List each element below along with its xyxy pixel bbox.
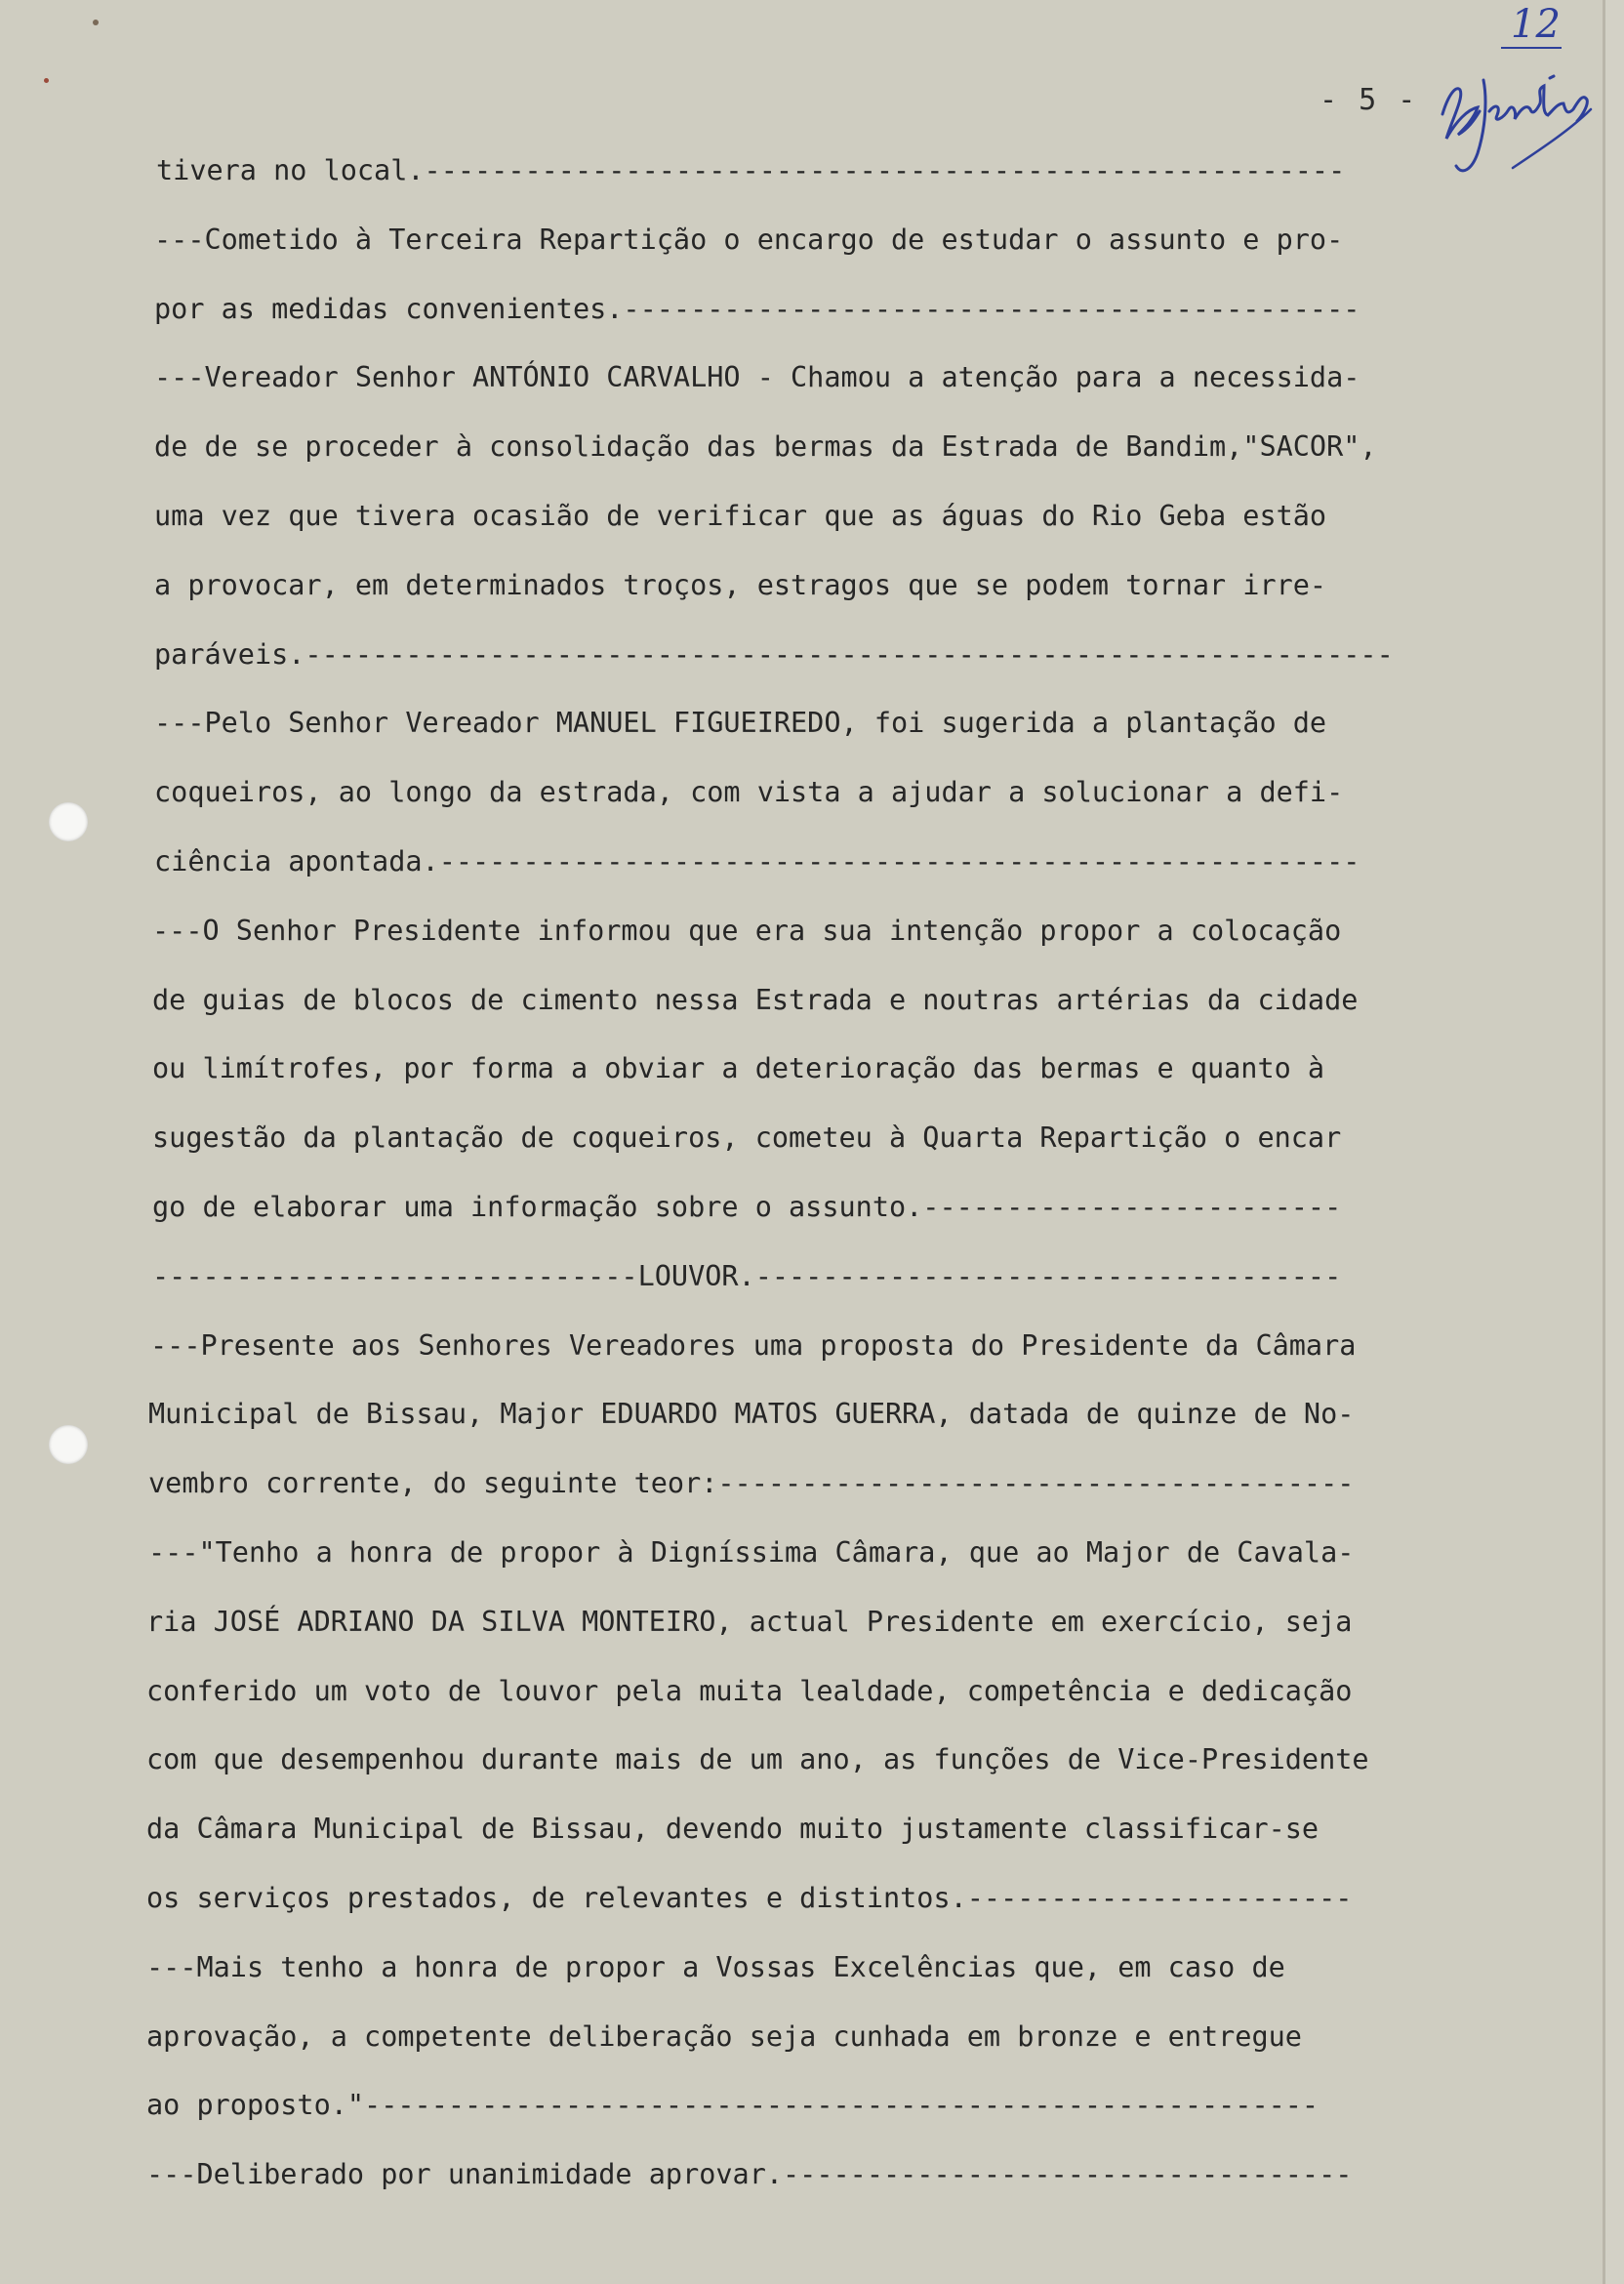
text-line: da Câmara Municipal de Bissau, devendo muito justamente classificar-se: [146, 1813, 1320, 1846]
text-line: ---Vereador Senhor ANTÓNIO CARVALHO - Chamou a atenção para a necessida-: [154, 361, 1360, 394]
text-line: de guias de blocos de cimento nessa Estrada e noutras artérias da cidade: [152, 983, 1359, 1016]
text-line: conferido um voto de louvor pela muita lealdade, competência e dedicação: [146, 1674, 1353, 1707]
text-line: ---Deliberado por unanimidade aprovar.----------------------------------: [146, 2158, 1353, 2191]
page-number: - 5 -: [1320, 83, 1418, 117]
text-line: ---Mais tenho a honra de propor a Vossas Excelências que, em caso de: [146, 1950, 1285, 1983]
text-line: ria JOSÉ ADRIANO DA SILVA MONTEIRO, actual Presidente em exercício, seja: [146, 1605, 1353, 1638]
text-line: os serviços prestados, de relevantes e distintos.-----------------------: [146, 1881, 1353, 1914]
text-line: de de se proceder à consolidação das bermas da Estrada de Bandim,"SACOR",: [154, 430, 1377, 464]
text-line: a provocar, em determinados troços, estragos que se podem tornar irre-: [154, 568, 1327, 601]
paper-speck: [93, 20, 99, 25]
text-line: uma vez que tivera ocasião de verificar que as águas do Rio Geba estão: [154, 499, 1327, 532]
text-line: ou limítrofes, por forma a obviar a deterioração das bermas e quanto à: [152, 1052, 1325, 1085]
text-line: ---Pelo Senhor Vereador MANUEL FIGUEIREDO, foi sugerida a plantação de: [154, 707, 1327, 740]
text-line: ---Presente aos Senhores Vereadores uma proposta do Presidente da Câmara: [150, 1328, 1357, 1362]
text-line: Municipal de Bissau, Major EDUARDO MATOS GUERRA, datada de quinze de No-: [148, 1398, 1355, 1431]
text-line: com que desempenhou durante mais de um ano, as funções de Vice-Presidente: [146, 1743, 1369, 1776]
text-line: ---"Tenho a honra de propor à Digníssima Câmara, que ao Major de Cavala-: [148, 1535, 1355, 1569]
text-line: ciência apontada.-------------------------------------------------------: [154, 844, 1360, 877]
folio-underline: [1501, 47, 1562, 49]
text-line: ---O Senhor Presidente informou que era sua intenção propor a colocação: [152, 914, 1342, 947]
text-line: paráveis.-----------------------------------------------------------------: [154, 637, 1394, 671]
punch-hole-bottom: [49, 1425, 88, 1464]
section-heading-louvor: -----------------------------LOUVOR.-----------------------------------: [152, 1259, 1342, 1292]
text-line: coqueiros, ao longo da estrada, com vista a ajudar a solucionar a defi-: [154, 776, 1344, 809]
text-line: vembro corrente, do seguinte teor:--------------------------------------: [148, 1467, 1355, 1500]
folio-number: 12: [1511, 2, 1561, 47]
paper-speck: [44, 78, 49, 83]
punch-hole-top: [49, 802, 88, 841]
text-line: sugestão da plantação de coqueiros, cometeu à Quarta Repartição o encar: [152, 1122, 1342, 1155]
text-line: por as medidas convenientes.--------------------------------------------: [154, 292, 1360, 325]
text-line: ao proposto."---------------------------------------------------------: [146, 2089, 1320, 2122]
minutes-text: [146, 137, 1591, 2210]
text-line: go de elaborar uma informação sobre o assunto.-------------------------: [152, 1190, 1342, 1223]
text-line: tivera no local.-------------------------------------------------------: [156, 154, 1346, 186]
text-line: ---Cometido à Terceira Repartição o encargo de estudar o assunto e pro-: [154, 223, 1344, 256]
text-line: aprovação, a competente deliberação seja cunhada em bronze e entregue: [146, 2019, 1302, 2053]
